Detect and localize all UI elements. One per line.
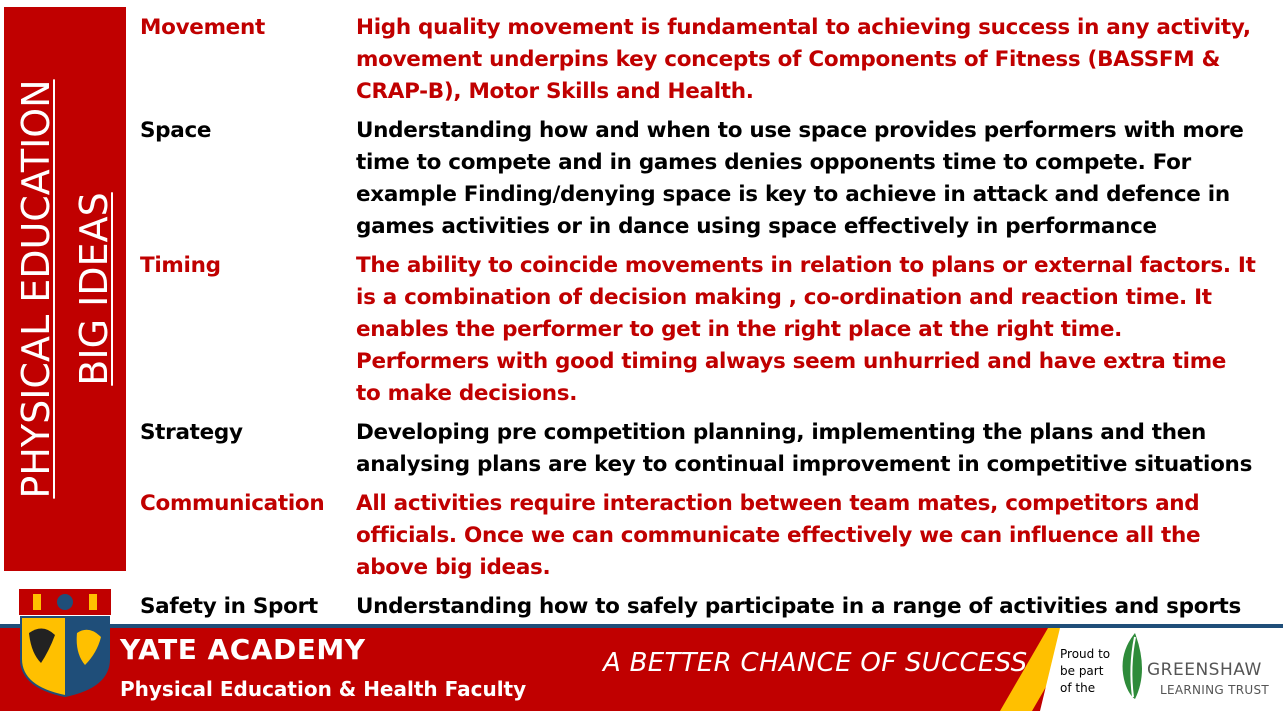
trust-name: GREENSHAW (1147, 660, 1262, 680)
big-idea-term: Communication (140, 491, 325, 516)
big-idea-description: Understanding how and when to use space provides performers with more time to compete and in games denies opponents time to compete. For example Finding/denying space is key to achieve in attack and defence in games activities or in dance using space effectively in performance (356, 118, 1244, 239)
faculty-name: Physical Education & Health Faculty (120, 677, 527, 701)
school-name: YATE ACADEMY (120, 633, 366, 666)
proud-line3: of the (1060, 681, 1096, 695)
sidebar-title-line2: BIG IDEAS (72, 192, 116, 386)
school-crest-icon (19, 589, 111, 697)
big-idea-description: All activities require interaction between team mates, competitors and officials. Once we can communicate effectively we can influence all the above big ideas. (356, 491, 1201, 580)
big-idea-space (140, 115, 1260, 243)
big-idea-description: The ability to coincide movements in relation to plans or external factors. It is a combination of decision making , co-ordination and reaction time. It enables the performer to get in the right place at the right time. Performers with good timing always seem unhurried and have extra time to make decisions. (356, 253, 1256, 406)
big-idea-description: Developing pre competition planning, implementing the plans and then analysing plans are key to continual improvement in competitive situations (356, 420, 1253, 477)
big-idea-movement (140, 12, 1260, 108)
leaf-icon (1115, 631, 1151, 701)
sidebar-title (7, 79, 123, 498)
sidebar-title-line1: PHYSICAL EDUCATION (14, 79, 58, 499)
big-idea-description: Understanding how to safely participate in a range of activities and sports (356, 594, 1242, 619)
proud-line2: be part (1060, 664, 1104, 678)
big-ideas-list (140, 12, 1260, 630)
big-idea-description: High quality movement is fundamental to achieving success in any activity, movement underpins key concepts of Components of Fitness (BASSFM & CRAP-B), Motor Skills and Health. (356, 15, 1251, 104)
school-motto: A BETTER CHANCE OF SUCCESS (603, 648, 1028, 678)
big-idea-timing (140, 250, 1260, 410)
trust-subtitle: LEARNING TRUST (1160, 683, 1270, 697)
big-idea-term: Movement (140, 15, 265, 40)
big-idea-communication (140, 488, 1260, 584)
proud-text (1060, 646, 1110, 697)
big-idea-safety (140, 591, 1260, 623)
big-idea-strategy (140, 417, 1260, 481)
big-idea-term: Safety in Sport (140, 594, 318, 619)
proud-line1: Proud to (1060, 647, 1111, 661)
big-idea-term: Space (140, 118, 212, 143)
big-idea-term: Strategy (140, 420, 243, 445)
big-idea-term: Timing (140, 253, 221, 278)
